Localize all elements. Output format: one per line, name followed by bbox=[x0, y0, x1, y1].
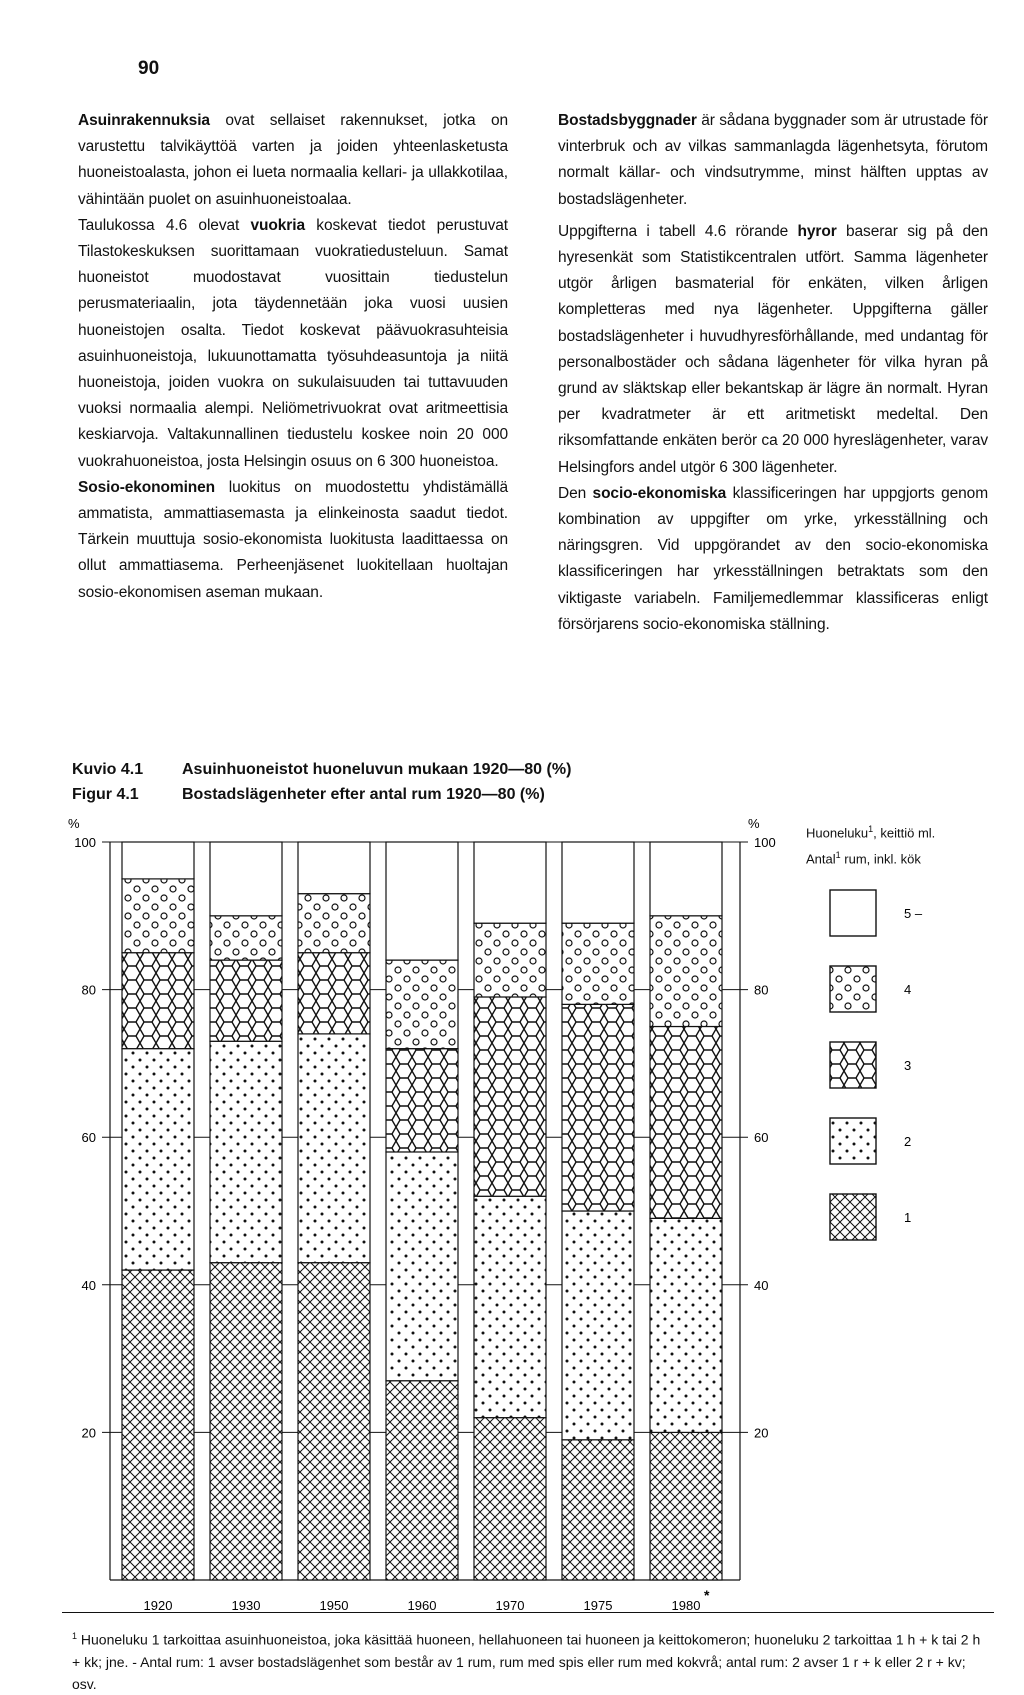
bar-1960-segment-5 bbox=[386, 842, 458, 960]
y-tick-right-60: 60 bbox=[754, 1130, 769, 1146]
footnote-text: Huoneluku 1 tarkoittaa asuinhuoneistoa, joka käsittää huoneen, hellahuoneen tai huoneen ja keittokomeron; huoneluku 2 tarkoittaa 1 h + k tai 2 h + kk; jne. - Antal rum: 1 avser bostadslägenhet som består av 1 rum, rum med spis eller rum med kokvrå; antal rum: 2 avser 1 r + k eller 2 r + kv; osv. bbox=[72, 1631, 981, 1692]
bar-1960-segment-4 bbox=[386, 960, 458, 1049]
y-tick-right-100: 100 bbox=[754, 835, 776, 850]
legend-heading-sv: Antal bbox=[806, 851, 836, 867]
bar-1950-segment-5 bbox=[298, 842, 370, 894]
x-tick-1950: 1950 bbox=[319, 1598, 349, 1612]
legend-label-5: 5 – bbox=[904, 906, 923, 921]
term-socio-ekonomiska: socio-ekonomiska bbox=[592, 484, 727, 502]
legend-swatch-5 bbox=[830, 890, 876, 936]
bar-1920-segment-1 bbox=[122, 1270, 194, 1580]
x-tick-1920: 1920 bbox=[143, 1598, 173, 1612]
term-vuokria: vuokria bbox=[250, 216, 305, 234]
y-tick-left-100: 100 bbox=[74, 835, 96, 850]
swedish-column bbox=[558, 108, 988, 638]
bar-1975-segment-1 bbox=[562, 1440, 634, 1580]
x-tick-1975: 1975 bbox=[583, 1598, 613, 1612]
x-tick-1980: 1980 bbox=[671, 1598, 701, 1612]
footnote bbox=[72, 1625, 990, 1695]
term-sosio-ekonominen: Sosio-ekonominen bbox=[78, 478, 216, 496]
finnish-column bbox=[78, 108, 508, 606]
figure-title-sv: Bostadslägenheter efter antal rum 1920—80 (%) bbox=[182, 786, 545, 803]
stacked-bar-chart bbox=[60, 812, 960, 1612]
x-tick-1970: 1970 bbox=[495, 1598, 525, 1612]
y-tick-left-40: 40 bbox=[81, 1277, 96, 1293]
bar-1920-segment-3 bbox=[122, 953, 194, 1049]
legend-label-3: 3 bbox=[904, 1058, 912, 1073]
bar-1920-segment-2 bbox=[122, 1049, 194, 1270]
bar-1920-segment-5 bbox=[122, 842, 194, 879]
footnote-mark: 1 bbox=[72, 1631, 78, 1641]
bar-1920-segment-4 bbox=[122, 879, 194, 953]
y-tick-right-80: 80 bbox=[754, 982, 769, 998]
figure-label-sv: Figur 4.1 bbox=[72, 786, 139, 803]
bar-1980-segment-1 bbox=[650, 1432, 722, 1580]
figure-title-fi: Asuinhuoneistot huoneluvun mukaan 1920—80 (%) bbox=[182, 761, 572, 778]
bar-1950-segment-4 bbox=[298, 894, 370, 953]
figure-heading bbox=[72, 757, 571, 807]
legend-label-2: 2 bbox=[904, 1134, 912, 1149]
bar-1960-segment-2 bbox=[386, 1152, 458, 1381]
bar-1980-segment-3 bbox=[650, 1027, 722, 1219]
bar-1950-segment-1 bbox=[298, 1263, 370, 1580]
page-number: 90 bbox=[138, 58, 160, 79]
legend-heading-fi: Huoneluku bbox=[806, 825, 869, 841]
bar-1930-segment-1 bbox=[210, 1263, 282, 1580]
bars bbox=[122, 842, 722, 1580]
x-tick-footnote-mark: * bbox=[704, 1587, 710, 1603]
legend-swatch-2 bbox=[830, 1118, 876, 1164]
bar-1975-segment-2 bbox=[562, 1211, 634, 1440]
term-asuinrakennuksia: Asuinrakennuksia bbox=[78, 112, 210, 129]
x-tick-1930: 1930 bbox=[231, 1598, 261, 1612]
bar-1930-segment-5 bbox=[210, 842, 282, 916]
y-tick-left-60: 60 bbox=[81, 1130, 96, 1146]
figure-label-fi: Kuvio 4.1 bbox=[72, 761, 144, 778]
bar-1960-segment-3 bbox=[386, 1049, 458, 1152]
y-tick-left-20: 20 bbox=[81, 1425, 96, 1441]
legend bbox=[830, 890, 923, 1240]
paragraph-sosio-ekonominen: Sosio-ekonominen luokitus on muodostettu yhdistämällä ammatista, ammattiasemasta ja elinkeinosta saadut tiedot. Tärkein muuttuja sosio-ekonomista luokitusta laadittaessa on ollut ammattiasema. Perheenjäsenet luokitellaan huoltajan sosio-ekonomisen aseman mukaan. bbox=[78, 478, 508, 601]
paragraph-hyror: Uppgifterna i tabell 4.6 rörande hyror baserar sig på den hyresenkät som Statistikcentralen utfört. Samma lägenheter utgör årligen basmaterial för enkäten, vilken årligen kompletteras med nya lägenheter. Uppgifterna gäller bostadslägenheter i huvudhyresförhållande, med undantag för personalbostäder och sådana lägenheter för vilka hyran på grund av släktskap eller bekantskap är lägre än normalt. Hyran per kvadratmeter är ett aritmetiskt medeltal. Den riksomfattande enkäten berör ca 20 000 hyreslägenheter, varav Helsingfors andel utgör 6 300 lägenheter. bbox=[558, 222, 989, 476]
bar-1960-segment-1 bbox=[386, 1381, 458, 1580]
y-tick-left-80: 80 bbox=[81, 982, 96, 998]
y-unit-right: % bbox=[748, 816, 760, 831]
term-bostadsbyggnader: Bostadsbyggnader bbox=[558, 112, 697, 129]
bar-1930-segment-3 bbox=[210, 960, 282, 1041]
bar-1930-segment-4 bbox=[210, 916, 282, 960]
paragraph-bostadsbyggnader: Bostadsbyggnader är sådana byggnader som är utrustade för vinterbruk och av vilkas sammanlagda lägenhetsyta, förutom normalt källar- och vindsutrymme, minst hälften upptas av bostadslägenheter. bbox=[558, 112, 988, 208]
bar-1970-segment-2 bbox=[474, 1196, 546, 1417]
bar-1980-segment-2 bbox=[650, 1218, 722, 1432]
x-axis-labels bbox=[144, 1587, 710, 1612]
paragraph-asuinrakennuksia: Asuinrakennuksia ovat sellaiset rakennukset, jotka on varustettu talvikäyttöä varten ja joiden yhteenlasketusta huoneistoalasta, johon ei lueta normaalia kellari- ja ullakkotilaa, vähintään puolet on asuinhuoneistoalaa. bbox=[78, 112, 508, 208]
legend-label-4: 4 bbox=[904, 982, 912, 997]
legend-swatch-1 bbox=[830, 1194, 876, 1240]
bar-1975-segment-4 bbox=[562, 923, 634, 1004]
bar-1975-segment-3 bbox=[562, 1004, 634, 1211]
bar-1950-segment-2 bbox=[298, 1034, 370, 1263]
bar-1930-segment-2 bbox=[210, 1041, 282, 1262]
bar-1970-segment-3 bbox=[474, 997, 546, 1196]
right-axis bbox=[740, 816, 776, 1580]
bar-1950-segment-3 bbox=[298, 953, 370, 1034]
legend-swatch-3 bbox=[830, 1042, 876, 1088]
paragraph-socio-ekonomiska: Den socio-ekonomiska klassificeringen har uppgjorts genom kombination av uppgifter om yrke, yrkesställning och näringsgren. Vid uppgörandet av den socio-ekonomiska klassificeringen har yrkesställningen betraktats som den viktigaste variabeln. Familjemedlemmar klassificeras enligt försörjarens socio-ekonomiska ställning. bbox=[558, 484, 988, 633]
bar-1970-segment-4 bbox=[474, 923, 546, 997]
x-tick-1960: 1960 bbox=[407, 1598, 437, 1612]
y-tick-right-40: 40 bbox=[754, 1277, 769, 1293]
y-tick-right-20: 20 bbox=[754, 1425, 769, 1441]
paragraph-vuokria: Taulukossa 4.6 olevat vuokria koskevat tiedot perustuvat Tilastokeskuksen suorittamaan vuokratiedusteluun. Samat huoneistot muodostavat vuosittain tiedustelun perusmateriaalin, jota täydennetään joka vuosi uusien huoneistojen osalta. Tiedot koskevat päävuokrasuhteisia asuinhuoneistoja, lukuunottamatta työsuhdeasuntoja ja niitä huoneistoja, joiden vuokra on sukulaisuuden tai tuttavuuden vuoksi normaalia alempi. Neliömetrivuokrat ovat aritmeettisia keskiarvoja. Valtakunnallinen tiedustelu koskee noin 20 000 vuokrahuoneistoa, josta Helsingin osuus on 6 300 huoneistoa. bbox=[78, 216, 508, 470]
legend-swatch-4 bbox=[830, 966, 876, 1012]
term-hyror: hyror bbox=[797, 222, 837, 240]
bar-1970-segment-5 bbox=[474, 842, 546, 923]
bar-1975-segment-5 bbox=[562, 842, 634, 923]
y-unit-left: % bbox=[68, 816, 80, 831]
bar-1980-segment-4 bbox=[650, 916, 722, 1027]
legend-label-1: 1 bbox=[904, 1210, 912, 1225]
bar-1980-segment-5 bbox=[650, 842, 722, 916]
legend-heading: Huoneluku$^1$, keittiö ml. Antal$^1$ rum, inkl. kök bbox=[806, 824, 936, 867]
footnote-rule bbox=[62, 1612, 994, 1613]
